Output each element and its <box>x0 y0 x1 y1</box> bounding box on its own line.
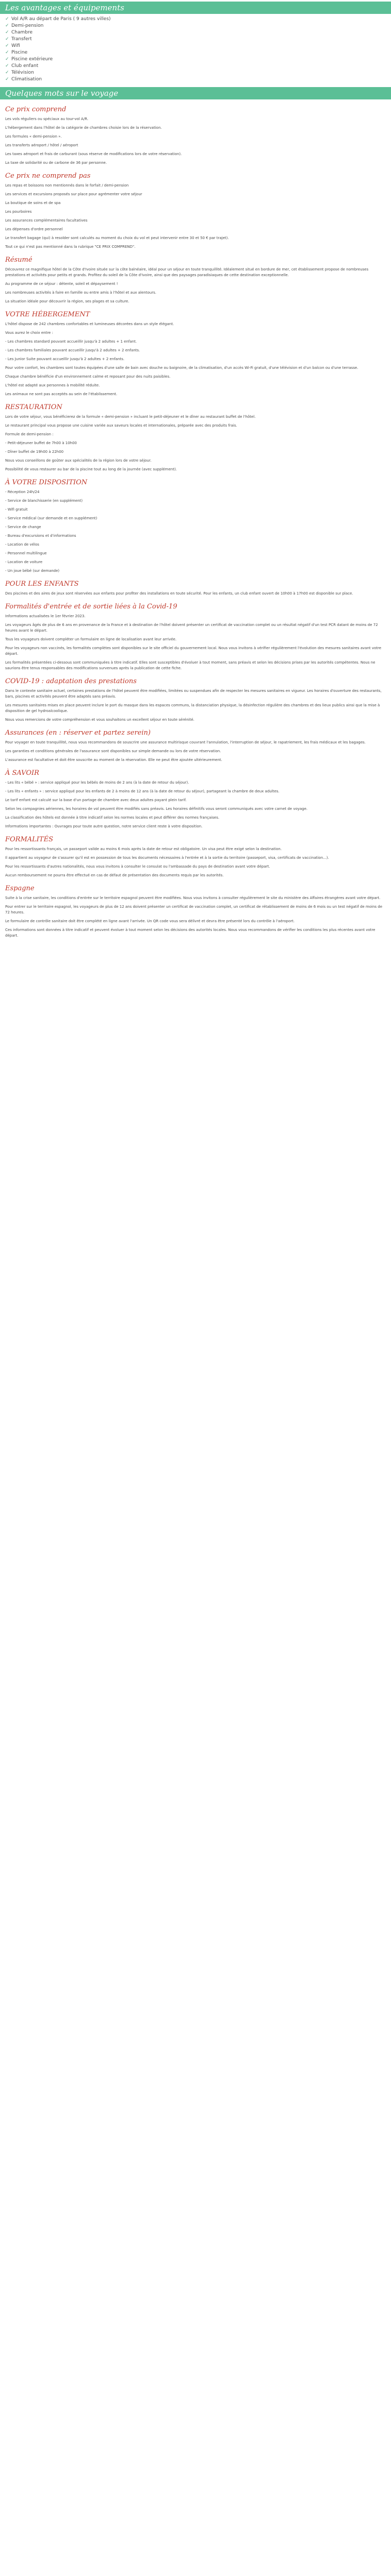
section-paragraph: Suite à la crise sanitaire, les conditions d'entrée sur le territoire espagnol peuvent être modifiées. Nous vous invitons à consulter régulièrement le site du ministère des Affaires étrangères avant votre départ. <box>5 896 381 900</box>
section-paragraph: Les assurances complémentaires facultatives <box>5 218 88 223</box>
advantage-label: Piscine extérieure <box>11 57 53 62</box>
section-paragraph: Les dépenses d'ordre personnel <box>5 227 63 231</box>
section-paragraph: - Les chambres standard pouvant accueillir jusqu'à 2 adultes + 1 enfant. <box>5 340 137 344</box>
advantage-item <box>5 63 391 70</box>
section-paragraph: - Les lits « enfants » : service appliqué pour les enfants de 2 à moins de 12 ans (à la date de retour du séjour), partageant la chambre de deux adultes. <box>5 789 280 793</box>
section-paragraph: L'hôtel est adapté aux personnes à mobilité réduite. <box>5 383 100 387</box>
section-paragraph: Les nombreuses activités à faire en famille ou entre amis à l'hôtel et aux alentours. <box>5 291 156 295</box>
section-title: Espagne <box>5 885 35 892</box>
section-paragraph: La taxe de solidarité ou de carbone de 36 par personne. <box>5 161 107 165</box>
check-icon: ✓ <box>5 63 9 69</box>
section-paragraph: Nous vous conseillons de goûter aux spécialités de la région lors de votre séjour. <box>5 459 152 463</box>
advantage-label: Climatisation <box>11 77 42 82</box>
check-icon: ✓ <box>5 16 9 22</box>
section-paragraph: Les taxes aéroport et frais de carburant (sous réserve de modifications lors de votre réservation). <box>5 152 182 156</box>
section-title: VOTRE HÉBERGEMENT <box>5 311 90 318</box>
section-title: Assurances (en : réserver et partez serein) <box>5 729 151 737</box>
section-paragraph: - Service médical (sur demande et en supplément) <box>5 516 97 520</box>
section-paragraph: Aucun remboursement ne pourra être effectué en cas de défaut de présentation des documents requis par les autorités. <box>5 873 224 877</box>
section-paragraph: - Dîner buffet de 19h00 à 22h00 <box>5 450 64 454</box>
check-icon: ✓ <box>5 70 9 75</box>
section-paragraph: Pour les ressortissants français, un passeport valide au moins 6 mois après la date de retour est obligatoire. Un visa peut être exigé selon la destination. <box>5 847 282 851</box>
section-paragraph: La classification des hôtels est donnée à titre indicatif selon les normes locales et peut différer des normes françaises. <box>5 816 220 820</box>
section-paragraph: La boutique de soins et de spa <box>5 201 61 205</box>
advantage-item <box>5 56 391 63</box>
advantage-item <box>5 43 391 49</box>
advantage-item <box>5 23 391 29</box>
section-paragraph: - Les Junior Suite pouvant accueillir jusqu'à 2 adultes + 2 enfants. <box>5 357 125 361</box>
section-paragraph: Tout ce qui n'est pas mentionné dans la rubrique "CE PRIX COMPREND". <box>5 245 136 249</box>
section-paragraph: - Bureau d'excursions et d'informations <box>5 534 76 538</box>
section-paragraph: L'assurance est facultative et doit être souscrite au moment de la réservation. Elle ne peut être ajoutée ultérieurement. <box>5 758 222 762</box>
section-paragraph: Des piscines et des aires de jeux sont réservées aux enfants pour profiter des installations en toute sécurité. Pour les enfants, un club enfant ouvert de 10h00 à 17h00 est disponible sur place. <box>5 591 353 596</box>
check-icon: ✓ <box>5 50 9 55</box>
section-paragraph: Informations importantes : Ouvrages pour toute autre question, notre service client reste à votre disposition. <box>5 824 203 828</box>
section-paragraph: Le transfert bagage (qui) à resolder sont calculés au moment du choix du vol et peut intervenir entre 30 et 50 € par trajet). <box>5 236 229 240</box>
section-paragraph: Possibilité de vous restaurer au bar de la piscine tout au long de la journée (avec supplément). <box>5 467 177 471</box>
section-paragraph: - Service de blanchisserie (en supplément) <box>5 499 83 503</box>
section-paragraph: Les services et excursions proposés sur place pour agrémenter votre séjour <box>5 192 142 196</box>
section-paragraph: Pour les voyageurs non vaccinés, les formalités complètes sont disponibles sur le site officiel du gouvernement local. Nous vous invitons à vérifier régulièrement l'évolution des mesures sanitaires avant votre départ. <box>5 646 382 656</box>
advantage-item <box>5 76 391 83</box>
advantages-list <box>0 16 391 83</box>
section-paragraph: - Location de voiture <box>5 560 43 564</box>
section-paragraph: Tous les voyageurs doivent compléter un formulaire en ligne de localisation avant leur arrivée. <box>5 637 177 641</box>
section-title: Ce prix comprend <box>5 106 67 113</box>
section-paragraph: Découvrez ce magnifique hôtel de la Côte d'Ivoire située sur la côte balnéaire, idéal pour un séjour en toute tranquillité. Idéalement situé en bordure de mer, cet établissement propose de nombreuses prestations et activités pour petits et grands. Profitez du soleil de la Côte d'Ivoire, ainsi que des paysages paradisiaques de cette destination exceptionnelle. <box>5 267 369 277</box>
info-banner: Quelques mots sur le voyage <box>0 87 391 99</box>
section-paragraph: Les mesures sanitaires mises en place peuvent inclure le port du masque dans les espaces communs, la distanciation physique, la désinfection régulière des chambres et des lieux publics ainsi que la mise à disposition de gel hydroalcoolique. <box>5 703 380 713</box>
section-paragraph: Les pourboires <box>5 210 32 214</box>
section-paragraph: Les formules « demi-pension ». <box>5 134 62 139</box>
section-paragraph: La situation idéale pour découvrir la région, ses plages et sa culture. <box>5 299 129 303</box>
section-title: FORMALITÉS <box>5 836 53 843</box>
check-icon: ✓ <box>5 43 9 48</box>
content <box>0 106 391 939</box>
section-paragraph: Les garanties et conditions générales de l'assurance sont disponibles sur simple demande ou lors de votre réservation. <box>5 749 221 753</box>
section-paragraph: Nous vous remercions de votre compréhension et vous souhaitons un excellent séjour en toute sérénité. <box>5 718 194 722</box>
section-paragraph: - Service de change <box>5 525 41 529</box>
advantage-label: Club enfant <box>11 63 39 69</box>
section-paragraph: Il appartient au voyageur de s'assurer qu'il est en possession de tous les documents nécessaires à l'entrée et à la sortie du territoire (passeport, visa, certificats de vaccination...). <box>5 856 329 860</box>
check-icon: ✓ <box>5 30 9 35</box>
section-paragraph: Chaque chambre bénéficie d'un environnement calme et reposant pour des nuits paisibles. <box>5 375 171 379</box>
section-paragraph: Les animaux ne sont pas acceptés au sein de l'établissement. <box>5 392 118 396</box>
section-paragraph: Les voyageurs âgés de plus de 6 ans en provenance de la France et à destination de l'hôtel doivent présenter un certificat de vaccination complet ou un résultat négatif d'un test PCR datant de moins de 72 heures avant le départ. <box>5 623 378 633</box>
section-title: Résumé <box>5 256 32 264</box>
advantage-label: Piscine <box>11 50 28 55</box>
advantage-label: Chambre <box>11 30 33 35</box>
advantages-banner: Les avantages et équipements <box>0 2 391 14</box>
advantage-label: Wifi <box>11 43 20 48</box>
advantage-item <box>5 36 391 43</box>
section-paragraph: Les formalités présentées ci-dessous sont communiquées à titre indicatif. Elles sont susceptibles d'évoluer à tout moment, sans préavis et selon les décisions prises par les autorités compétentes. Nous ne saurions être tenus responsables des modifications survenues après la publication de cette fiche. <box>5 660 376 670</box>
section-paragraph: Ces informations sont données à titre indicatif et peuvent évoluer à tout moment selon les décisions des autorités locales. Nous vous recommandons de vérifier les conditions les plus récentes avant votre départ. <box>5 928 376 938</box>
section-paragraph: Formule de demi-pension : <box>5 432 54 436</box>
advantage-item <box>5 16 391 23</box>
section-paragraph: - Petit-déjeuner buffet de 7h00 à 10h00 <box>5 441 77 445</box>
advantage-item <box>5 49 391 56</box>
section-paragraph: Lors de votre séjour, vous bénéficierez de la formule « demi-pension » incluant le petit-déjeuner et le dîner au restaurant buffet de l'hôtel. <box>5 415 256 419</box>
check-icon: ✓ <box>5 37 9 42</box>
section-paragraph: Dans le contexte sanitaire actuel, certaines prestations de l'hôtel peuvent être modifiées, limitées ou suspendues afin de respecter les mesures sanitaires en vigueur. Les horaires d'ouverture des restaurants, bars, piscines et activités peuvent être adaptés sans préavis. <box>5 689 382 699</box>
section-paragraph: Le restaurant principal vous propose une cuisine variée aux saveurs locales et internationales, préparée avec des produits frais. <box>5 423 237 428</box>
advantage-label: Demi-pension <box>11 23 44 28</box>
section-paragraph: Selon les compagnies aériennes, les horaires de vol peuvent être modifiés sans préavis. Les horaires définitifs vous seront communiqués avec votre carnet de voyage. <box>5 807 308 811</box>
section-title: POUR LES ENFANTS <box>5 580 79 588</box>
section-paragraph: - Les lits « bébé » : service appliqué pour les bébés de moins de 2 ans (à la date de retour du séjour). <box>5 781 189 785</box>
section-paragraph: - Les chambres familiales pouvant accueillir jusqu'à 2 adultes + 2 enfants. <box>5 348 140 352</box>
section-paragraph: Pour les ressortissants d'autres nationalités, nous vous invitons à consulter le consulat ou l'ambassade du pays de destination avant votre départ. <box>5 865 270 869</box>
section-paragraph: Le formulaire de contrôle sanitaire doit être complété en ligne avant l'arrivée. Un QR code vous sera délivré et devra être présenté lors du contrôle à l'aéroport. <box>5 919 295 923</box>
check-icon: ✓ <box>5 77 9 82</box>
check-icon: ✓ <box>5 23 9 28</box>
section-title: À VOTRE DISPOSITION <box>5 479 88 486</box>
section-title: RESTAURATION <box>5 403 62 411</box>
section-paragraph: Informations actualisées le 1er février 2023. <box>5 614 86 618</box>
section-paragraph: - Personnel multilingue <box>5 551 47 555</box>
section-paragraph: - Wifi gratuit <box>5 507 28 512</box>
section-paragraph: - Un joue bébé (sur demande) <box>5 569 60 573</box>
section-paragraph: - Réception 24h/24 <box>5 490 40 494</box>
section-title: Formalités d'entrée et de sortie liées à la Covid-19 <box>5 603 177 611</box>
section-paragraph: L'hébergement dans l'hôtel de la catégorie de chambres choisie lors de la réservation. <box>5 126 162 130</box>
check-icon: ✓ <box>5 57 9 62</box>
section-paragraph: Pour voyager en toute tranquillité, nous vous recommandons de souscrire une assurance multirisque couvrant l'annulation, l'interruption de séjour, le rapatriement, les frais médicaux et les bagages. <box>5 740 366 744</box>
section-title: COVID-19 : adaptation des prestations <box>5 677 137 685</box>
section-title: Ce prix ne comprend pas <box>5 172 91 180</box>
advantage-label: Vol A/R au départ de Paris ( 9 autres villes) <box>11 16 111 22</box>
advantage-label: Télévision <box>11 70 34 75</box>
advantage-item <box>5 70 391 76</box>
section-paragraph: L'hôtel dispose de 242 chambres confortables et lumineuses décorées dans un style élégant. <box>5 322 174 326</box>
advantage-label: Transfert <box>11 37 32 42</box>
section-paragraph: Les transferts aéroport / hôtel / aéroport <box>5 143 78 147</box>
section-paragraph: Pour votre confort, les chambres sont toutes équipées d'une salle de bain avec douche ou baignoire, de la climatisation, d'un accès Wi-Fi gratuit, d'une télévision et d'un balcon ou d'une terrasse. <box>5 366 359 370</box>
advantage-item <box>5 29 391 36</box>
section-paragraph: - Location de vélos <box>5 543 39 547</box>
section-paragraph: Vous aurez le choix entre : <box>5 331 53 335</box>
page <box>0 2 391 2576</box>
section-paragraph: Les vols réguliers ou spéciaux au tour-vol A/R. <box>5 117 89 121</box>
section-title: À SAVOIR <box>5 769 39 777</box>
section-paragraph: Au programme de ce séjour : détente, soleil et dépaysement ! <box>5 282 118 286</box>
section-paragraph: Pour entrer sur le territoire espagnol, les voyageurs de plus de 12 ans doivent présenter un certificat de vaccination complet, un certificat de rétablissement de moins de 6 mois ou un test négatif de moins de 72 heures. <box>5 905 382 914</box>
section-paragraph: Les repas et boissons non mentionnés dans le forfait / demi-pension <box>5 183 129 188</box>
section-paragraph: Le tarif enfant est calculé sur la base d'un partage de chambre avec deux adultes payant plein tarif. <box>5 798 187 802</box>
